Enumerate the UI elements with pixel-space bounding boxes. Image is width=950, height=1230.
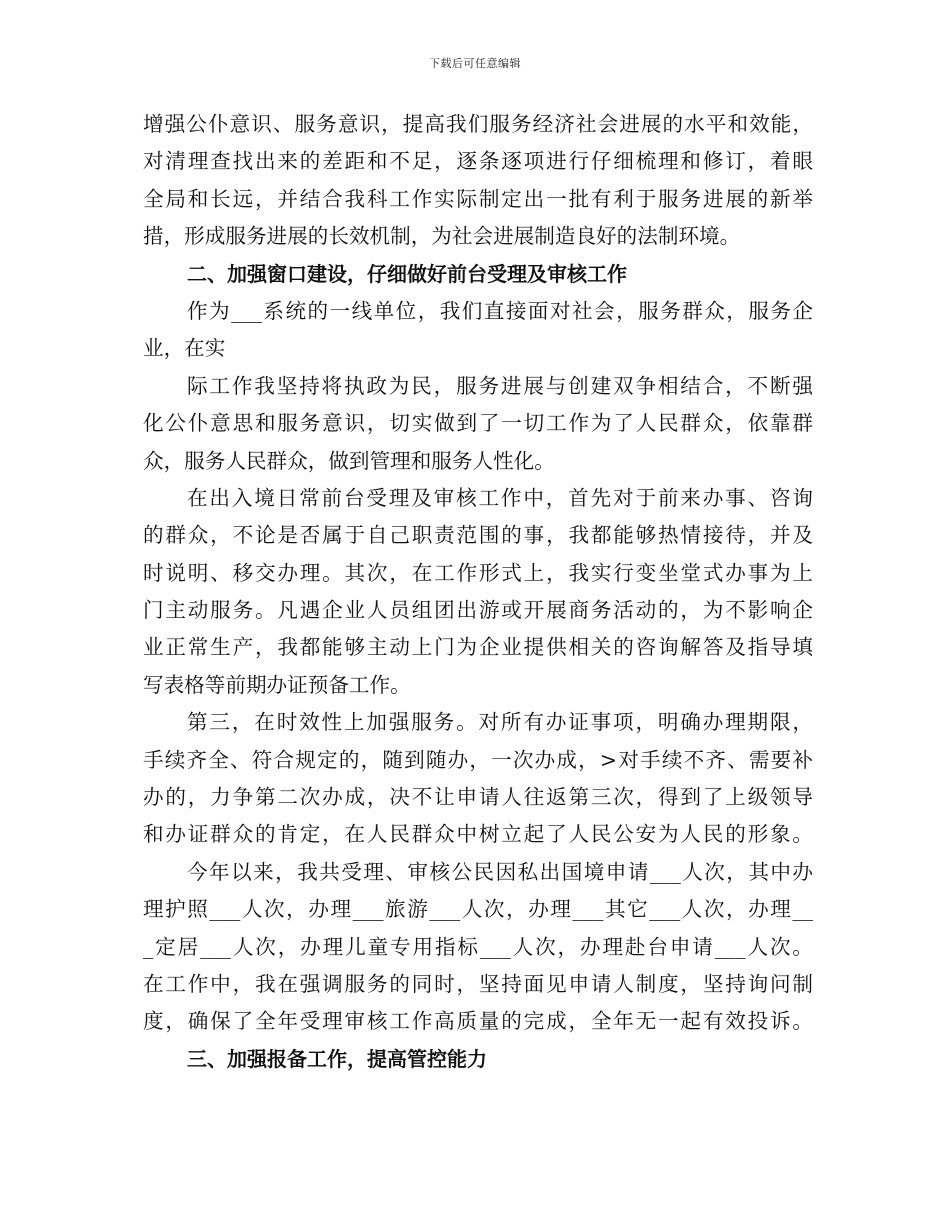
paragraph-line: 门主动服务。凡遇企业人员组团出游或开展商务活动的，为不影响企: [143, 598, 813, 623]
paragraph-line: 众，服务人民群众，做到管理和服务人性化。: [143, 448, 555, 473]
paragraph-line: 办的，力争第二次办成，决不让申请人往返第三次，得到了上级领导: [143, 785, 813, 810]
paragraph-line: 增强公仆意识、服务意识，提高我们服务经济社会进展的水平和效能，: [143, 112, 813, 136]
paragraph-line: 在工作中，我在强调服务的同时，坚持面见申请人制度，坚持询问制: [143, 971, 813, 996]
paragraph-line: 第三，在时效性上加强服务。对所有办证事项，明确办理期限，: [187, 710, 813, 735]
paragraph-line: 化公仆意思和服务意识，切实做到了一切工作为了人民群众，依靠群: [143, 411, 813, 436]
paragraph-line: 时说明、移交办理。其次，在工作形式上，我实行变坐堂式办事为上: [143, 560, 813, 585]
paragraph-line: 的群众，不论是否属于自己职责范围的事，我都能够热情接待，并及: [143, 523, 813, 548]
paragraph-line: 度，确保了全年受理审核工作高质量的完成，全年无一起有效投诉。: [143, 1009, 813, 1034]
section-heading-2: 二、加强窗口建设，仔细做好前台受理及审核工作: [187, 261, 627, 286]
paragraph-line: 业正常生产，我都能够主动上门为企业提供相关的咨询解答及指导填: [143, 635, 813, 660]
paragraph-line: 业，在实: [143, 336, 226, 361]
paragraph-line: 理护照___人次，办理___旅游___人次，办理___其它___人次，办理__: [143, 897, 813, 922]
paragraph-line: 今年以来，我共受理、审核公民因私出国境申请___人次，其中办: [187, 859, 813, 884]
section-heading-3: 三、加强报备工作，提高管控能力: [187, 1046, 487, 1071]
paragraph-line: 对清理查找出来的差距和不足，逐条逐项进行仔细梳理和修订，着眼: [143, 149, 813, 174]
paragraph-line: 际工作我坚持将执政为民，服务进展与创建双争相结合，不断强: [187, 373, 813, 398]
paragraph-line: 和办证群众的肯定，在人民群众中树立起了人民公安为人民的形象。: [143, 822, 813, 847]
paragraph-line: _定居___人次，办理儿童专用指标___人次，办理赴台申请___人次。: [143, 934, 813, 959]
document-body: [143, 106, 813, 1078]
paragraph-line: 作为___系统的一线单位，我们直接面对社会，服务群众，服务企: [187, 298, 813, 323]
paragraph-line: 在出入境日常前台受理及审核工作中，首先对于前来办事、咨询: [187, 485, 813, 510]
paragraph-line: 全局和长远，并结合我科工作实际制定出一批有利于服务进展的新举: [143, 186, 813, 211]
page-header: 下载后可任意编辑: [429, 57, 521, 70]
paragraph-line: 写表格等前期办证预备工作。: [143, 672, 411, 697]
paragraph-line: 手续齐全、符合规定的，随到随办，一次办成，>对手续不齐、需要补: [143, 747, 813, 772]
paragraph-line: 措，形成服务进展的长效机制，为社会进展制造良好的法制环境。: [143, 224, 741, 249]
